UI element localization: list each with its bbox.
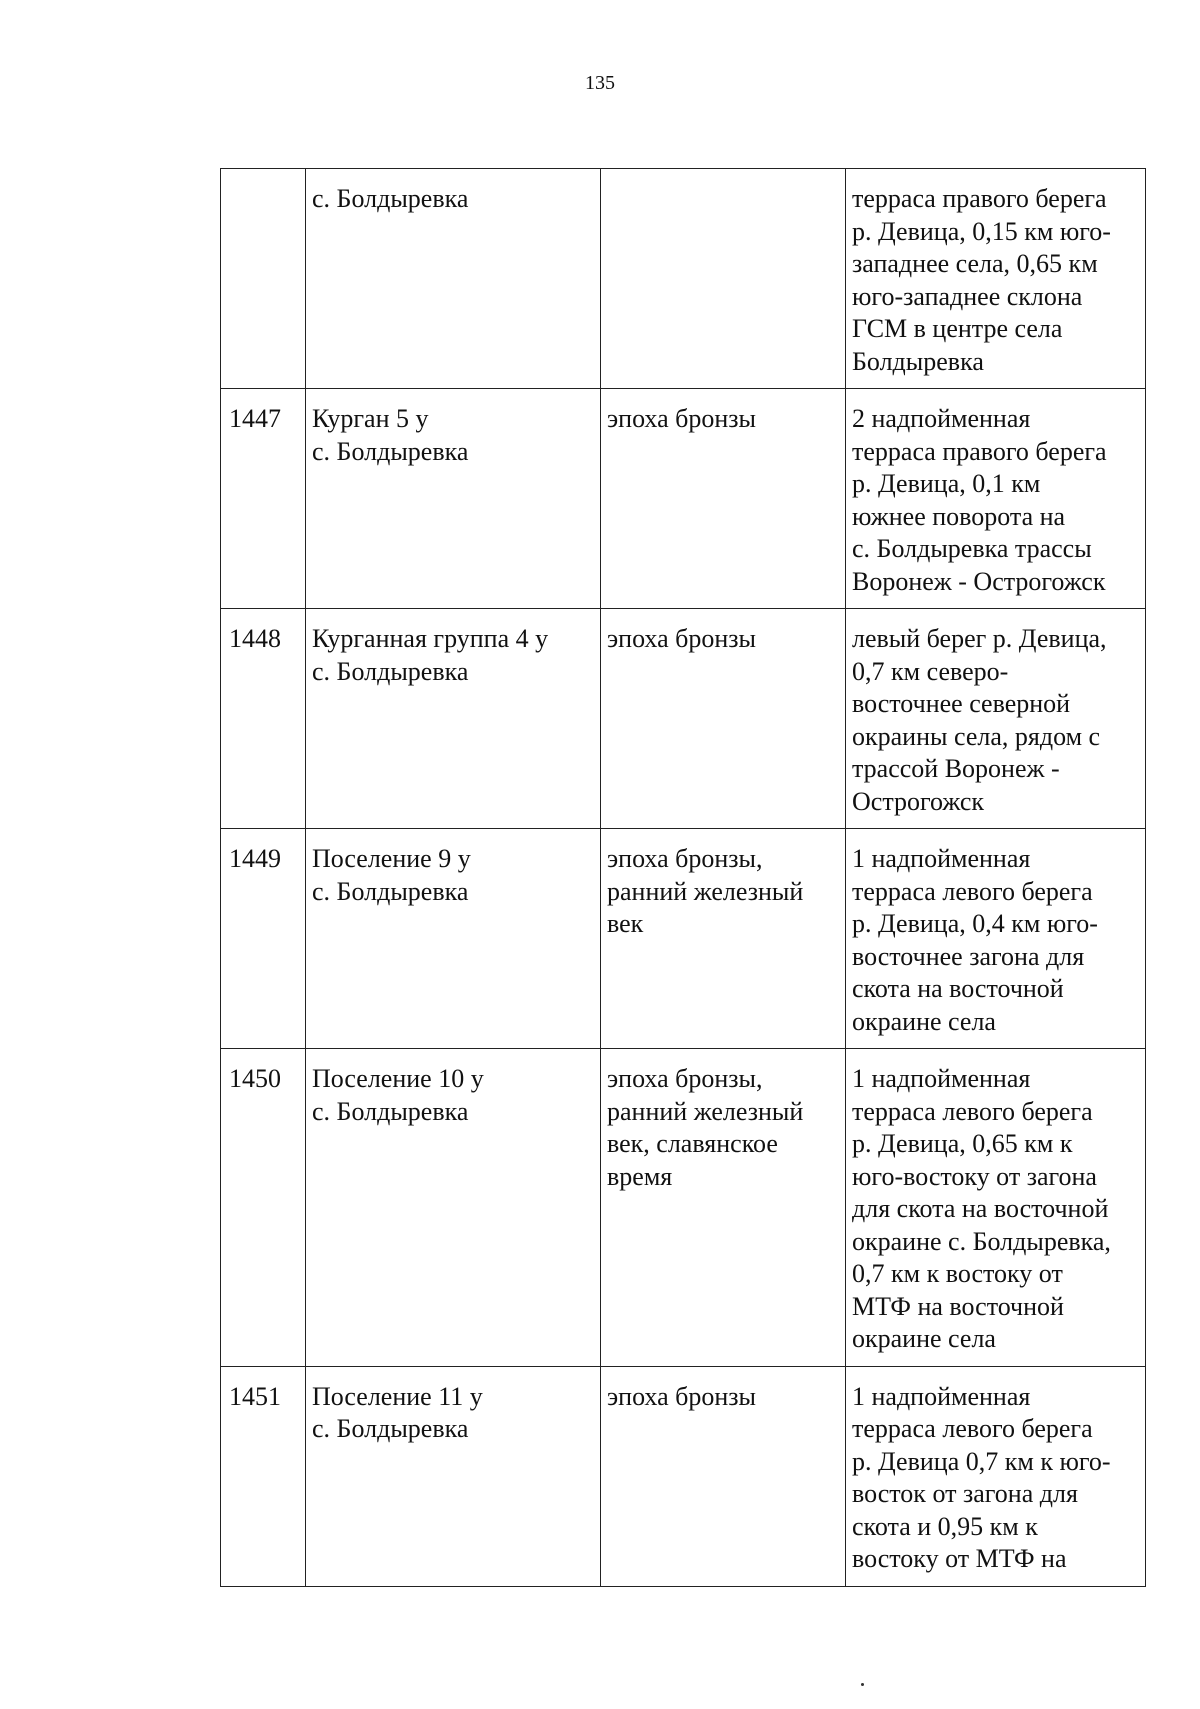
cell-monument-name-line: Поселение 10 у xyxy=(312,1064,484,1093)
cell-location xyxy=(846,829,1146,1049)
cell-period-line: эпоха бронзы, xyxy=(607,1064,763,1093)
cell-period-line: эпоха бронзы xyxy=(607,624,757,653)
cell-location xyxy=(846,389,1146,609)
cell-number: 1447 xyxy=(221,389,306,609)
cell-location-line: западнее села, 0,65 км xyxy=(852,249,1098,278)
cell-location-line: восточнее северной xyxy=(852,689,1071,718)
cell-location-line: скота и 0,95 км к xyxy=(852,1511,1038,1541)
cell-location-line: 2 надпойменная xyxy=(852,404,1031,433)
cell-period xyxy=(601,1049,846,1367)
cell-location xyxy=(846,169,1146,389)
table-row xyxy=(221,389,1146,609)
cell-location-line: для скота на восточной xyxy=(852,1194,1109,1223)
cell-location-line: МТФ на восточной xyxy=(852,1291,1064,1321)
cell-period-line: время xyxy=(607,1161,673,1191)
cell-monument-name-line: с. Болдыревка xyxy=(312,876,469,906)
cell-location xyxy=(846,609,1146,829)
cell-monument-name xyxy=(306,829,601,1049)
cell-monument-name-line: Курганная группа 4 у xyxy=(312,624,549,653)
cell-location-line: р. Девица, 0,1 км xyxy=(852,469,1041,498)
cell-monument-name-line: с. Болдыревка xyxy=(312,436,469,466)
cell-monument-name-line: с. Болдыревка xyxy=(312,1096,469,1126)
cell-period xyxy=(601,829,846,1049)
cell-number: 1448 xyxy=(221,609,306,829)
table-row xyxy=(221,1366,1146,1586)
table-row xyxy=(221,829,1146,1049)
cell-period-line: эпоха бронзы, xyxy=(607,844,763,873)
cell-location-line: южнее поворота на xyxy=(852,501,1066,531)
cell-location-line: восток от загона для xyxy=(852,1479,1078,1508)
cell-period xyxy=(601,169,846,389)
cell-location xyxy=(846,1366,1146,1586)
cell-number xyxy=(221,169,306,389)
cell-monument-name xyxy=(306,169,601,389)
cell-period-line: ранний железный xyxy=(607,1096,804,1126)
cell-period-line: век xyxy=(607,909,644,938)
cell-location-line: р. Девица, 0,65 км к xyxy=(852,1129,1073,1158)
cell-monument-name-line: Курган 5 у xyxy=(312,404,429,433)
cell-location-line: 0,7 км северо- xyxy=(852,656,1009,686)
cell-location-line: р. Девица, 0,4 км юго- xyxy=(852,909,1098,938)
cell-period-line: эпоха бронзы xyxy=(607,1381,757,1411)
cell-location-line: окраины села, рядом с xyxy=(852,721,1101,751)
stray-mark xyxy=(861,1683,864,1686)
page-number: 135 xyxy=(585,72,615,94)
table-row xyxy=(221,1049,1146,1367)
cell-location-line: востоку от МТФ на xyxy=(852,1544,1067,1573)
cell-location-line: с. Болдыревка трассы xyxy=(852,534,1092,563)
cell-location-line: юго-востоку от загона xyxy=(852,1161,1097,1191)
cell-location-line: скота на восточной xyxy=(852,974,1064,1003)
cell-location-line: Острогожск xyxy=(852,786,985,816)
table-row xyxy=(221,169,1146,389)
cell-location-line: 0,7 км к востоку от xyxy=(852,1259,1063,1288)
cell-number: 1449 xyxy=(221,829,306,1049)
cell-location-line: 1 надпойменная xyxy=(852,1381,1031,1411)
cell-period-line: век, славянское xyxy=(607,1129,778,1158)
cell-period-line: эпоха бронзы xyxy=(607,404,757,433)
monuments-table xyxy=(220,168,1146,1587)
cell-monument-name xyxy=(306,389,601,609)
cell-location-line: терраса левого берега xyxy=(852,1096,1093,1126)
cell-location-line: 1 надпойменная xyxy=(852,844,1031,873)
cell-number: 1451 xyxy=(221,1366,306,1586)
cell-location-line: р. Девица, 0,15 км юго- xyxy=(852,216,1111,246)
cell-location-line: трассой Воронеж - xyxy=(852,754,1060,783)
cell-location-line: терраса левого берега xyxy=(852,876,1093,906)
cell-location-line: окраине с. Болдыревка, xyxy=(852,1226,1111,1256)
cell-period xyxy=(601,609,846,829)
cell-number: 1450 xyxy=(221,1049,306,1367)
cell-monument-name-line: с. Болдыревка xyxy=(312,656,469,686)
table-body xyxy=(221,169,1146,1587)
cell-location-line: Воронеж - Острогожск xyxy=(852,566,1106,596)
cell-location-line: восточнее загона для xyxy=(852,941,1085,971)
cell-location-line: 1 надпойменная xyxy=(852,1064,1031,1093)
cell-monument-name-line: с. Болдыревка xyxy=(312,184,469,213)
cell-location xyxy=(846,1049,1146,1367)
cell-location-line: окраине села xyxy=(852,1006,996,1036)
cell-period xyxy=(601,389,846,609)
cell-monument-name xyxy=(306,609,601,829)
cell-monument-name xyxy=(306,1366,601,1586)
cell-location-line: Болдыревка xyxy=(852,346,984,376)
cell-location-line: терраса правого берега xyxy=(852,184,1107,213)
cell-monument-name-line: Поселение 9 у xyxy=(312,844,471,873)
cell-location-line: терраса правого берега xyxy=(852,436,1107,466)
cell-monument-name xyxy=(306,1049,601,1367)
cell-location-line: терраса левого берега xyxy=(852,1414,1093,1443)
cell-monument-name-line: с. Болдыревка xyxy=(312,1414,469,1443)
cell-location-line: окраине села xyxy=(852,1324,996,1353)
cell-period xyxy=(601,1366,846,1586)
cell-location-line: левый берег р. Девица, xyxy=(852,624,1107,653)
cell-location-line: юго-западнее склона xyxy=(852,281,1083,311)
cell-period-line: ранний железный xyxy=(607,876,804,906)
cell-location-line: ГСМ в центре села xyxy=(852,314,1063,343)
cell-location-line: р. Девица 0,7 км к юго- xyxy=(852,1446,1111,1476)
table-row xyxy=(221,609,1146,829)
cell-monument-name-line: Поселение 11 у xyxy=(312,1381,483,1411)
